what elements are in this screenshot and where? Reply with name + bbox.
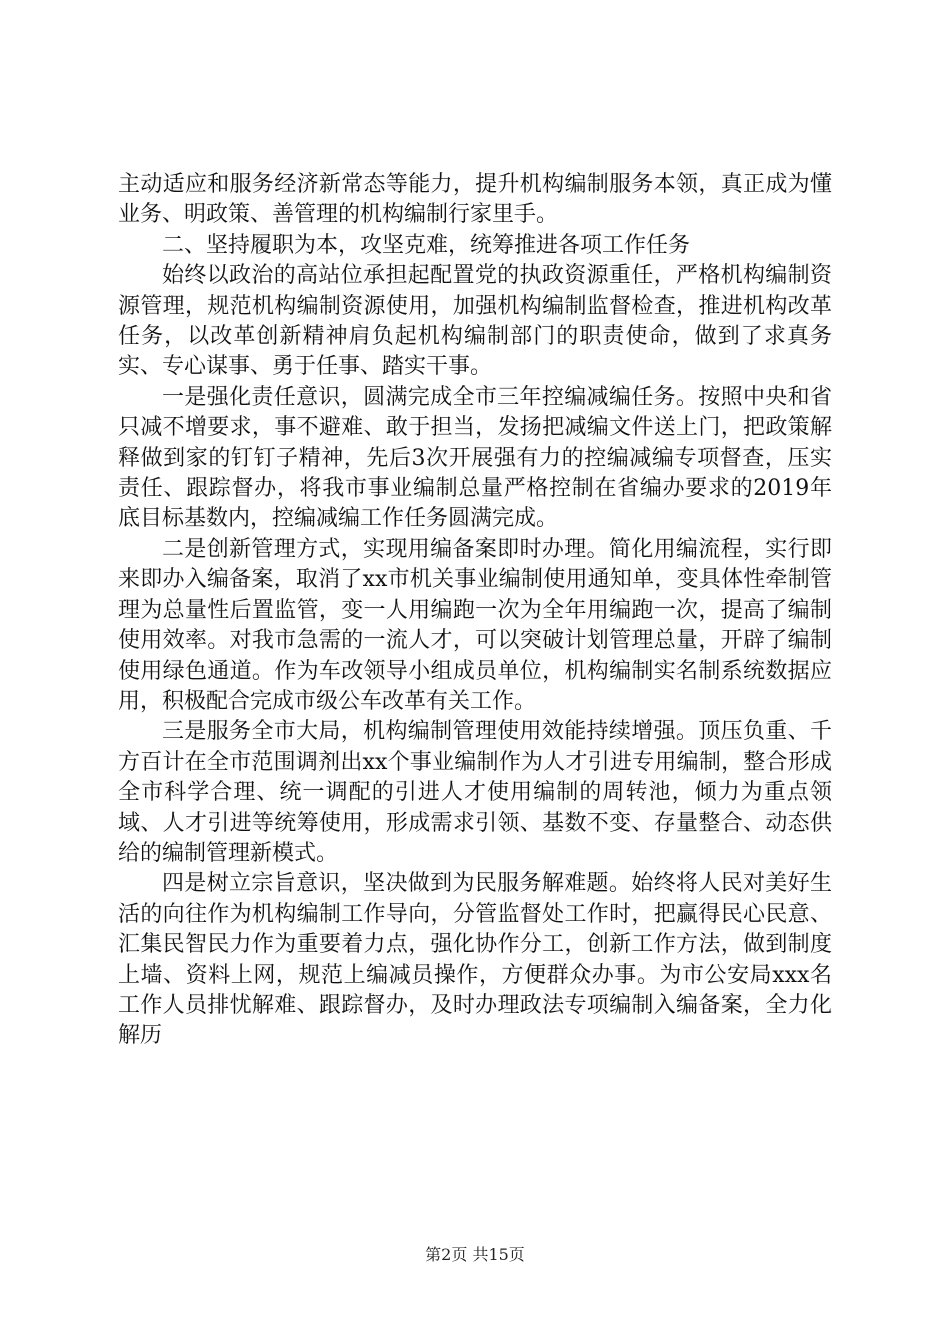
page-footer: 第2页 共15页 [425,1245,525,1264]
document-body [118,170,832,1052]
paragraph: 三是服务全市大局，机构编制管理使用效能持续增强。顶压负重、千方百计在全市范围调剂出xx个事业编制作为人才引进专用编制，整合形成全市科学合理、统一调配的引进人才使用编制的周转池，倾力为重点领域、人才引进等统筹使用，形成需求引领、基数不变、存量整合、动态供给的编制管理新模式。 [118,719,832,866]
paragraph: 四是树立宗旨意识，坚决做到为民服务解难题。始终将人民对美好生活的向往作为机构编制工作导向，分管监督处工作时，把赢得民心民意、汇集民智民力作为重要着力点，强化协作分工，创新工作方法，做到制度上墙、资料上网，规范上编减员操作，方便群众办事。为市公安局xxx名工作人员排忧解难、跟踪督办，及时办理政法专项编制入编备案，全力化解历 [118,871,832,1049]
paragraph: 二是创新管理方式，实现用编备案即时办理。简化用编流程，实行即来即办入编备案，取消了xx市机关事业编制使用通知单，变具体性牵制管理为总量性后置监管，变一人用编跑一次为全年用编跑一次，提高了编制使用效率。对我市急需的一流人才，可以突破计划管理总量，开辟了编制使用绿色通道。作为车改领导小组成员单位，机构编制实名制系统数据应用，积极配合完成市级公车改革有关工作。 [118,536,832,714]
paragraph: 一是强化责任意识，圆满完成全市三年控编减编任务。按照中央和省只减不增要求，事不避难、敢于担当，发扬把减编文件送上门，把政策解释做到家的钉钉子精神，先后3次开展强有力的控编减编专项督查，压实责任、跟踪督办，将我市事业编制总量严格控制在省编办要求的2019年底目标基数内，控编减编工作任务圆满完成。 [118,384,832,532]
section-heading: 二、坚持履职为本，攻坚克难，统筹推进各项工作任务 [162,232,691,258]
paragraph-continued: 主动适应和服务经济新常态等能力，提升机构编制服务本领，真正成为懂业务、明政策、善管理的机构编制行家里手。 [118,172,832,228]
paragraph: 始终以政治的高站位承担起配置党的执政资源重任，严格机构编制资源管理，规范机构编制资源使用，加强机构编制监督检查，推进机构改革任务，以改革创新精神肩负起机构编制部门的职责使命，做到了求真务实、专心谋事、勇于任事、踏实干事。 [118,263,832,380]
